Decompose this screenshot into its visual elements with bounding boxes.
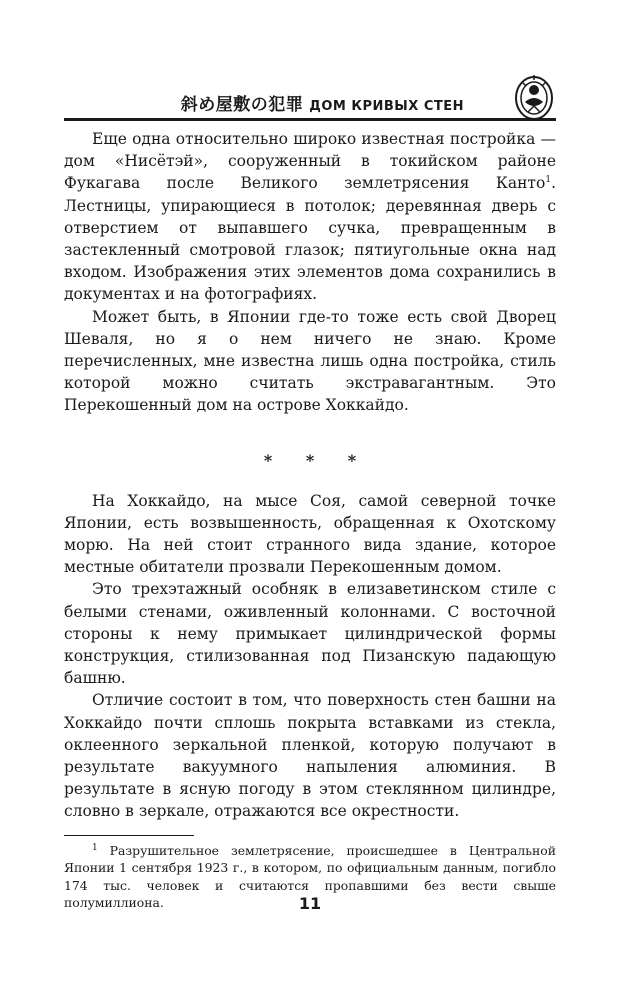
book-title-russian: ДОМ КРИВЫХ СТЕН: [309, 99, 464, 114]
paragraph: Может быть, в Японии где-то тоже есть свой Дворец Шеваля, но я о нем ничего не знаю. Кроме перечисленных, мне известна лишь одна постройка, стиль которой можно считать экстравагантным. Это Перекошенный дом на острове Хоккайдо.: [64, 307, 556, 415]
paragraph: Еще одна относительно широко известная постройка — дом «Нисётэй», сооруженный в токийском районе Фукагава после Великого землетрясения Канто$^1$. Лестницы, упирающиеся в потолок; деревянная дверь с отверстием от выпавшего сучка, превращенным в застекленный смотровой глазок; пятиугольные окна над входом. Изображения этих элементов дома сохранились в документах и на фотографиях.: [64, 130, 556, 304]
header-divider: [64, 118, 556, 121]
section-separator: * * *: [263, 450, 371, 470]
book-title: [181, 90, 464, 115]
footnote-divider: [64, 835, 194, 836]
footnote-marker: 1: [92, 842, 98, 853]
paragraph: Отличие состоит в том, что поверхность стен башни на Хоккайдо почти сплошь покрыта вставками из стекла, оклеенного зеркальной пленкой, которую получают в результате вакуумного напыления алюминия. В результате в ясную погоду в этом стеклянном цилиндре, словно в зеркале, отражаются все окрестности.: [64, 691, 556, 821]
paragraph: Это трехэтажный особняк в елизаветинском стиле с белыми стенами, оживленный колоннами. С восточной стороны к нему примыкает цилиндрической формы конструкция, стилизованная под Пизанскую падающую башню.: [64, 580, 556, 688]
book-title-japanese: 斜め屋敷の犯罪: [180, 95, 304, 115]
paragraph: На Хоккайдо, на мысе Соя, самой северной точке Японии, есть возвышенность, обращенная к Охотскому морю. На ней стоит странного вида здание, которое местные обитатели прозвали Перекошенным домом.: [64, 491, 556, 577]
page-body: [64, 128, 556, 912]
footnote-text: Разрушительное землетрясение, происшедшее в Центральной Японии 1 сентября 1923 г., в котором, по официальным данным, погибло 174 тыс. человек и считаются пропавшими без вести свыше полумиллиона.: [64, 842, 556, 911]
running-header: [64, 72, 556, 122]
footnote-reference: 1: [545, 175, 552, 186]
publisher-emblem-icon: [512, 72, 556, 122]
page-number: 11: [298, 894, 322, 913]
